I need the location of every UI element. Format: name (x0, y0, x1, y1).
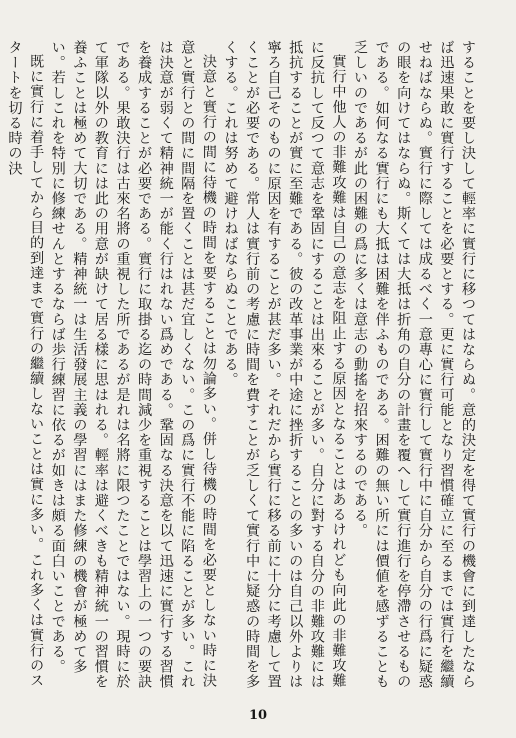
paragraph: 決意と實行の間に待機の時間を要することは勿論多い。併し待機の時間を必要としない時に決意と實行との間に間隔を置くことは甚だ宜しくない。この爲に實行不能に陷ることが多い。これは決意が弱くて精神統一が能く行はれない爲めである。鞏固なる決意を以て迅速に實行する習慣を養成することが必要である。實行に取掛る迄の時間減少を重視することは學習上の一つの要訣である。果敢決行は古來名將の重視した所であるが是れは名將に限つたことではない。現時に於て軍隊以外の教育には此の用意が缺けて居る樣に思はれる。輕率は避くべきも精神統一の習慣を養ふことは極めて大切である。精神統一は生活發展主義の學習にはまた修練の機會が極めて多い。若しこれを特別に修練せんとするならば歩行練習に依るが如きは頗る面白いことである。 (49, 40, 217, 690)
paragraph: 既に實行に着手してから目的到達まで實行の繼續しないことは實に多い。これ多くは實行のスタートを切る時の決 (6, 40, 45, 689)
paragraph: 實行中他人の非難攻難は自己の意志を阻止する原因となることはあるけれども向此の非難攻難に反抗して反つて意志を鞏固にすることは出來ることが多い。自分に對する自分の非難攻難には抵抗することが實に至難である。彼の改革事業が中途に挫折することの多いのは自己以外よりは寧ろ自己そのものに原因を有することが甚だ多い。それだから實行に移る前に十分に考慮して置くことが必要である。常人は實行前の考慮に時間を費すことが乏しくて實行中に疑惑の時間を多くする。これは努めて避けねばならぬことである。 (222, 40, 347, 690)
page-number: 10 (248, 708, 268, 723)
body-text (6, 40, 478, 700)
paragraph: することを要し決して輕率に實行に移つてはならぬ。意的決定を得て實行の機會に到達したならば迅速果敢に實行することを必要とする。更に實行可能となり習慣確立に至るまでは實行を繼續せねばならぬ。實行に際しては成るべく一意專心に實行して實行中に自分から自分の行爲に疑惑の眼を向けてはならぬ。斯くては大抵は折角の自分の計畫を覆へして實行進行を停滯させるものである。如何なる實行にも大抵は困難を伴ふものである。困難の無い所には價値を感ずることも乏しいのであるが此の困難の爲に多くは意志の動搖を招來するのである。 (352, 40, 476, 690)
